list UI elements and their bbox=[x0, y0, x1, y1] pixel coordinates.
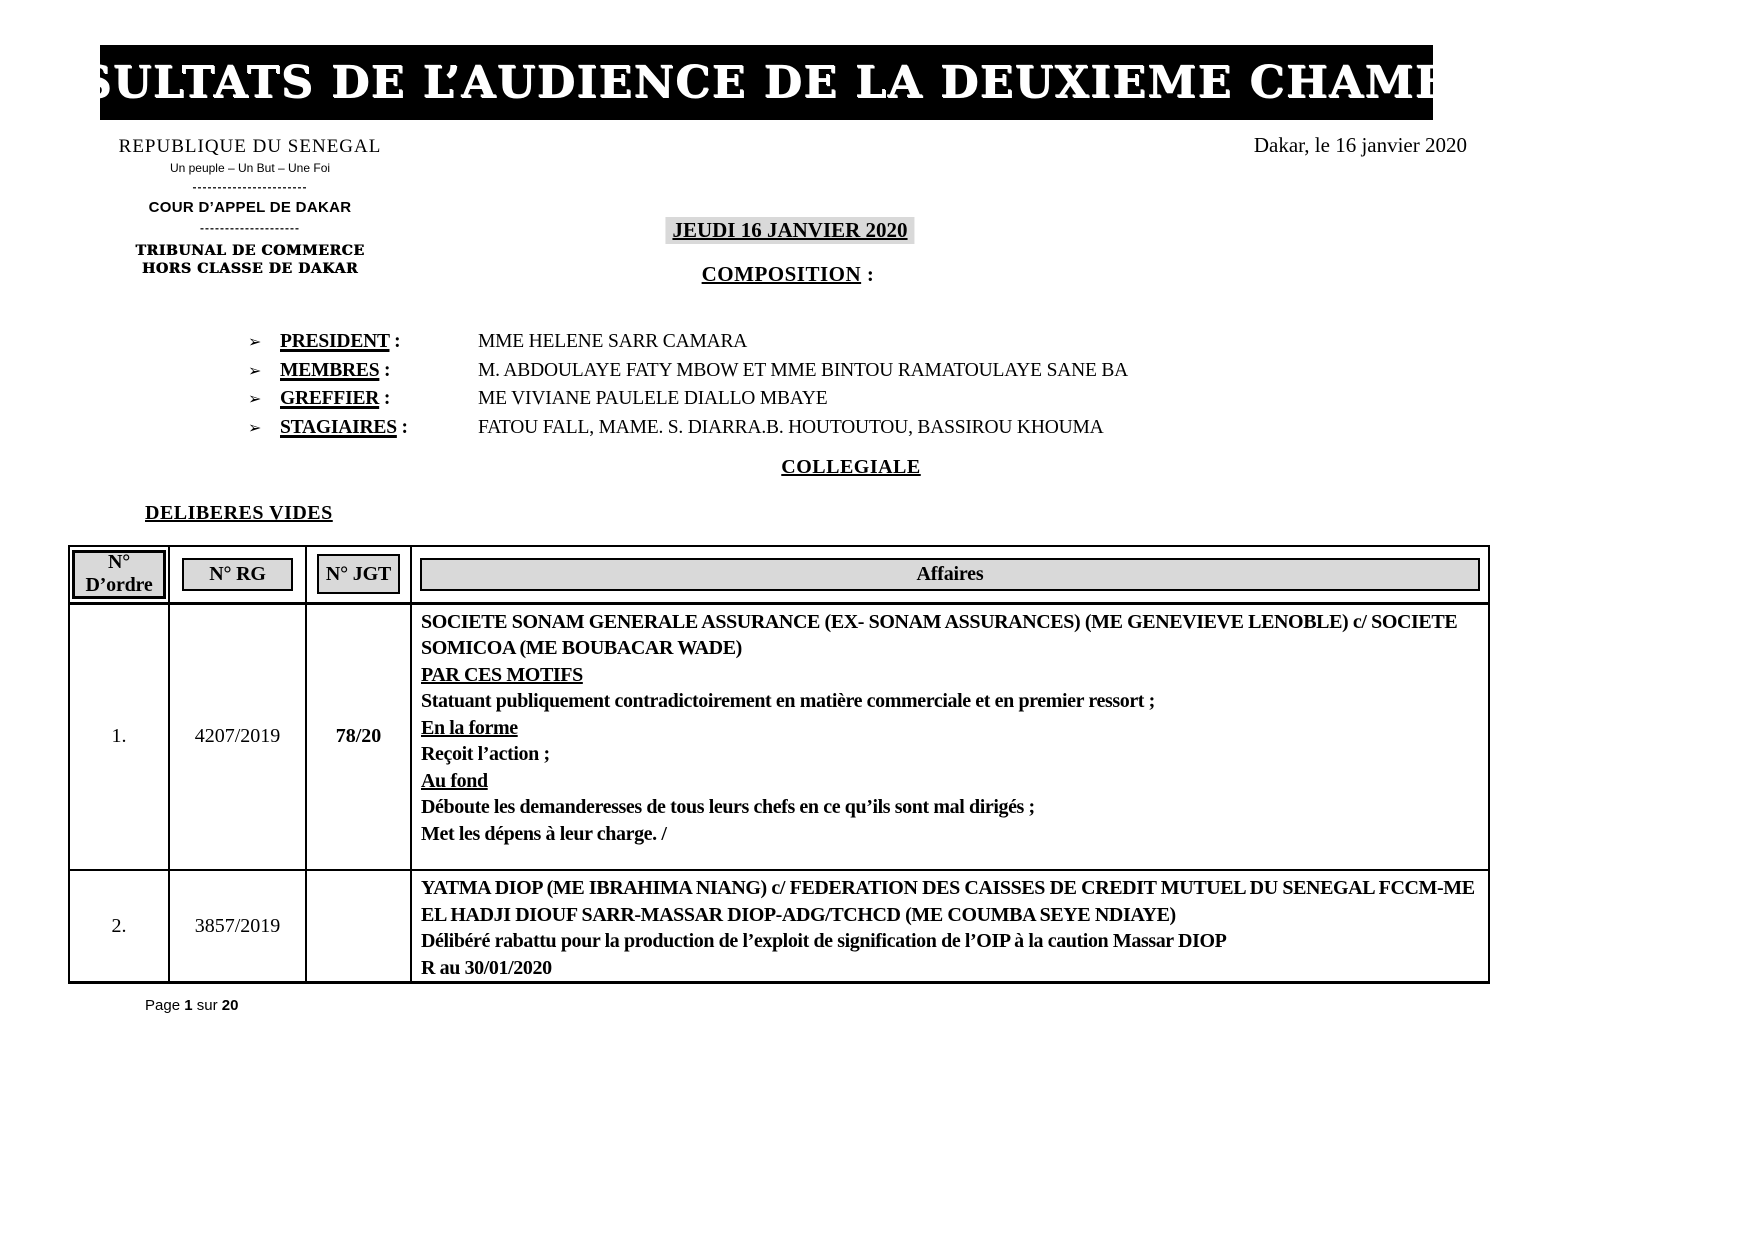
composition-members-list bbox=[248, 331, 1128, 445]
member-role-label: GREFFIER bbox=[280, 388, 380, 409]
row-rg-cell: 4207/2019 bbox=[169, 603, 306, 870]
page-separator: sur bbox=[196, 997, 218, 1014]
member-role bbox=[280, 360, 478, 382]
composition-label: COMPOSITION bbox=[701, 262, 862, 286]
national-motto: Un peuple – Un But – Une Foi bbox=[169, 161, 331, 175]
member-row-stagiaires bbox=[248, 417, 1128, 446]
member-role-colon: : bbox=[389, 331, 401, 352]
member-role-colon: : bbox=[396, 416, 408, 438]
header-order-line1: N° bbox=[107, 551, 131, 574]
arrow-bullet-icon: ➢ bbox=[248, 332, 262, 351]
tribunal-name bbox=[105, 242, 395, 278]
country-name: REPUBLIQUE DU SENEGAL bbox=[118, 136, 382, 157]
member-row-president bbox=[248, 331, 1128, 360]
collegiale-heading: COLLEGIALE bbox=[781, 456, 921, 478]
dateline: Dakar, le 16 janvier 2020 bbox=[1253, 133, 1467, 157]
results-table bbox=[68, 545, 1490, 984]
row-affaires-cell bbox=[411, 603, 1489, 870]
page-total: 20 bbox=[221, 997, 239, 1014]
header-order-box bbox=[72, 550, 166, 599]
table-row bbox=[69, 870, 1489, 983]
arrow-bullet-icon: ➢ bbox=[248, 360, 262, 380]
affaires-line: Déboute les demanderesses de tous leurs chefs en ce qu’ils sont mal dirigés ; bbox=[421, 796, 1035, 818]
member-role-colon: : bbox=[379, 359, 391, 381]
tribunal-name-line2: HORS CLASSE DE DAKAR bbox=[141, 261, 359, 277]
row-jgt-cell: 78/20 bbox=[306, 603, 411, 870]
table-row bbox=[69, 603, 1489, 870]
divider-dashes: ----------------------- bbox=[192, 180, 308, 194]
arrow-bullet-icon: ➢ bbox=[248, 389, 262, 408]
member-row-membres bbox=[248, 360, 1128, 389]
session-date-heading: JEUDI 16 JANVIER 2020 bbox=[665, 217, 914, 244]
affaires-line: Met les dépens à leur charge. / bbox=[421, 822, 667, 845]
header-rg bbox=[169, 546, 306, 603]
member-role-label: PRESIDENT bbox=[280, 331, 390, 352]
affaires-line: PAR CES MOTIFS bbox=[421, 663, 583, 686]
page-number: 1 bbox=[184, 997, 193, 1014]
header-order bbox=[69, 546, 169, 603]
affaires-line: Délibéré rabattu pour la production de l’exploit de signification de l’OIP à la caution Massar DIOP bbox=[421, 930, 1227, 952]
page-label: Page bbox=[145, 997, 181, 1014]
header-affaires-box: Affaires bbox=[420, 558, 1480, 591]
member-role-colon: : bbox=[379, 388, 391, 409]
header-jgt bbox=[306, 546, 411, 603]
header-affaires bbox=[411, 546, 1489, 603]
divider-dashes: -------------------- bbox=[200, 221, 300, 235]
affaires-line: SOCIETE SONAM GENERALE ASSURANCE (EX- SONAM ASSURANCES) (ME GENEVIEVE LENOBLE) c/ SOCIETE SOMICOA (ME BOUBACAR WADE) bbox=[421, 610, 1458, 659]
affaires-line: Statuant publiquement contradictoirement en matière commerciale et en premier ressort ; bbox=[421, 690, 1155, 712]
header-jgt-box: N° JGT bbox=[317, 554, 400, 594]
row-rg-cell: 3857/2019 bbox=[169, 870, 306, 983]
tribunal-name-line1: TRIBUNAL DE COMMERCE bbox=[135, 243, 365, 259]
composition-heading bbox=[702, 262, 875, 287]
title-banner bbox=[6, 45, 1527, 120]
composition-colon: : bbox=[861, 262, 875, 286]
table-header-row bbox=[69, 546, 1489, 603]
row-order-cell: 2. bbox=[69, 870, 169, 983]
arrow-bullet-icon: ➢ bbox=[248, 417, 262, 437]
page-title: RESULTATS DE L’AUDIENCE DE LA DEUXIEME CHAMBRE bbox=[6, 57, 1527, 108]
member-names: M. ABDOULAYE FATY MBOW ET MME BINTOU RAMATOULAYE SANE BA bbox=[478, 359, 1129, 381]
row-jgt-cell bbox=[306, 870, 411, 983]
affaires-line: R au 30/01/2020 bbox=[421, 956, 552, 979]
member-names: MME HELENE SARR CAMARA bbox=[478, 331, 748, 352]
affaires-line: En la forme bbox=[421, 716, 518, 739]
member-role bbox=[280, 331, 478, 353]
court-name: COUR D’APPEL DE DAKAR bbox=[148, 199, 352, 216]
page-indicator bbox=[145, 997, 238, 1014]
member-role-label: MEMBRES bbox=[280, 359, 380, 381]
row-affaires-cell bbox=[411, 870, 1489, 983]
deliberes-vides-heading: DELIBERES VIDES bbox=[145, 502, 333, 524]
header-rg-box: N° RG bbox=[182, 558, 293, 591]
affaires-line: YATMA DIOP (ME IBRAHIMA NIANG) c/ FEDERATION DES CAISSES DE CREDIT MUTUEL DU SENEGAL FCCM-ME EL HADJI DIOUF SARR-MASSAR DIOP-ADG/TCHCD (ME COUMBA SEYE NDIAYE) bbox=[421, 877, 1475, 926]
header-order-line2: D’ordre bbox=[85, 574, 153, 597]
member-role-label: STAGIAIRES bbox=[280, 416, 397, 438]
row-order-cell: 1. bbox=[69, 603, 169, 870]
member-names: FATOU FALL, MAME. S. DIARRA.B. HOUTOUTOU, BASSIROU KHOUMA bbox=[478, 416, 1104, 438]
affaires-line: Au fond bbox=[421, 769, 488, 792]
member-names: ME VIVIANE PAULELE DIALLO MBAYE bbox=[478, 388, 828, 409]
letterhead bbox=[105, 136, 395, 278]
affaires-line: Reçoit l’action ; bbox=[421, 743, 550, 765]
member-role bbox=[280, 388, 478, 410]
member-role bbox=[280, 417, 478, 439]
member-row-greffier bbox=[248, 388, 1128, 417]
